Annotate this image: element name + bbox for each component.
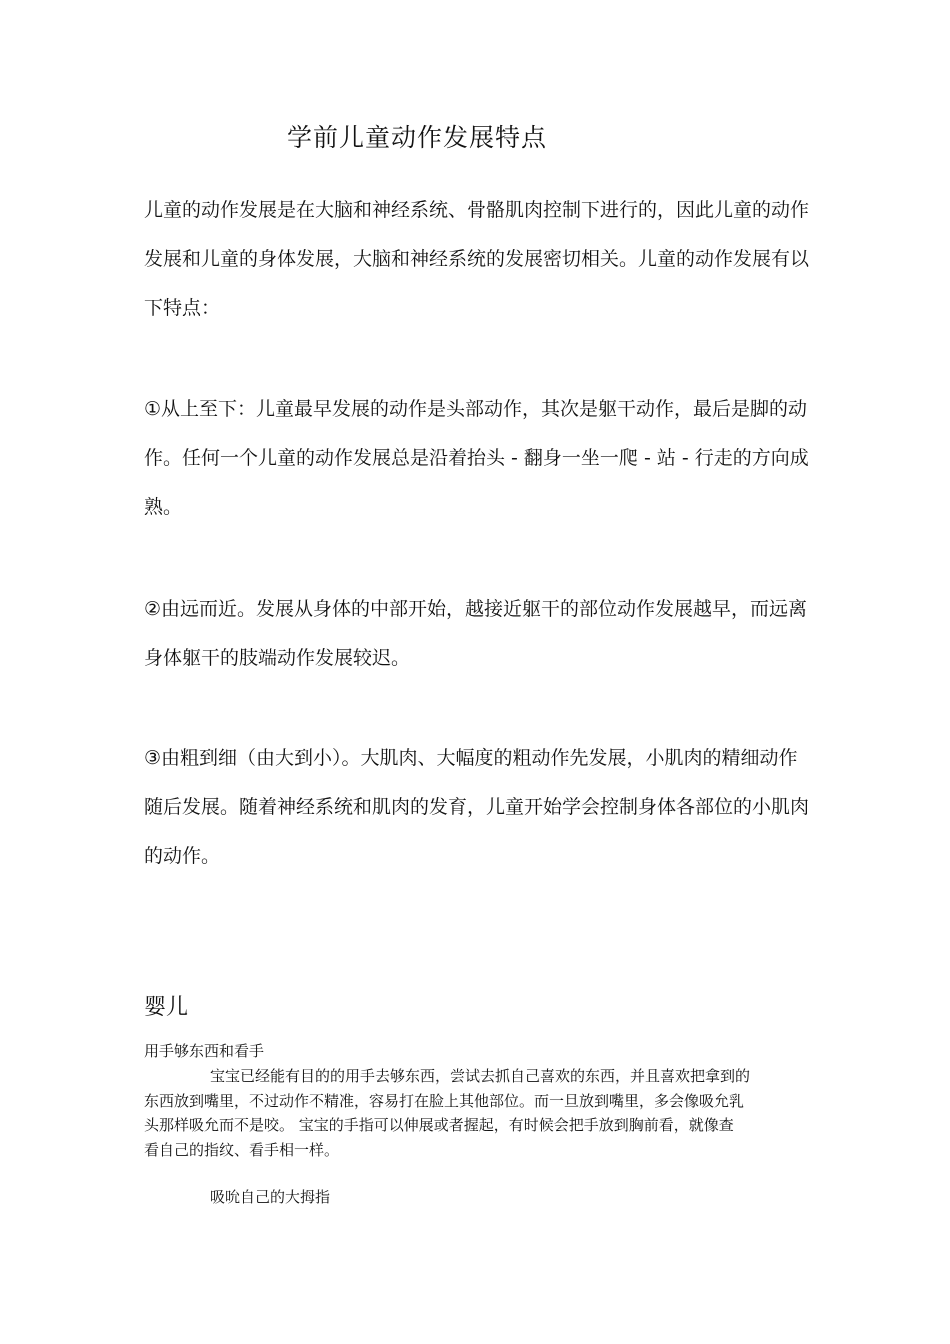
subheading: 用手够东西和看手	[144, 1042, 265, 1060]
body-line: 头那样吸允而不是咬。 宝宝的手指可以伸展或者握起，有时候会把手放到胸前看，就像查	[144, 1116, 734, 1134]
intro-line: 发展和儿童的身体发展，大脑和神经系统的发展密切相关。儿童的动作发展有以	[144, 248, 810, 270]
body-line: 东西放到嘴里，不过动作不精准，容易打在脸上其他部位。而一旦放到嘴里，多会像吸允乳	[144, 1091, 745, 1110]
point-1-line: ①从上至下：儿童最早发展的动作是头部动作，其次是躯干动作，最后是脚的动	[144, 398, 808, 420]
point-2-paragraph	[144, 585, 814, 683]
point-2-line: 身体躯干的肢端动作发展较迟。	[144, 647, 411, 669]
body-line: 宝宝已经能有目的的用手去够东西，尝试去抓自己喜欢的东西，并且喜欢把拿到的	[210, 1067, 751, 1085]
point-3-line: 随后发展。随着神经系统和肌肉的发育，儿童开始学会控制身体各部位的小肌肉	[144, 796, 810, 818]
intro-paragraph	[144, 186, 814, 333]
point-1-line: 作。任何一个儿童的动作发展总是沿着抬头 - 翻身一坐一爬 - 站 - 行走的方向成	[144, 447, 809, 469]
point-3-line: ③由粗到细（由大到小）。大肌肉、大幅度的粗动作先发展，小肌肉的精细动作	[144, 747, 798, 769]
intro-line: 下特点：	[144, 297, 221, 319]
subheading-2: 吸吮自己的大拇指	[210, 1188, 331, 1206]
point-3-paragraph	[144, 734, 814, 881]
point-1-paragraph	[144, 385, 814, 532]
point-2-line: ②由远而近。发展从身体的中部开始，越接近躯干的部位动作发展越早，而远离	[144, 598, 808, 620]
point-1-line: 熟。	[144, 496, 183, 518]
intro-line: 儿童的动作发展是在大脑和神经系统、骨骼肌肉控制下进行的，因此儿童的动作	[144, 199, 810, 221]
body-line: 看自己的指纹、看手相一样。	[144, 1140, 340, 1159]
section-heading: 婴儿	[144, 995, 189, 1020]
body-paragraph	[144, 1064, 814, 1162]
point-3-line: 的动作。	[144, 845, 221, 867]
document-title: 学前儿童动作发展特点	[287, 123, 548, 152]
